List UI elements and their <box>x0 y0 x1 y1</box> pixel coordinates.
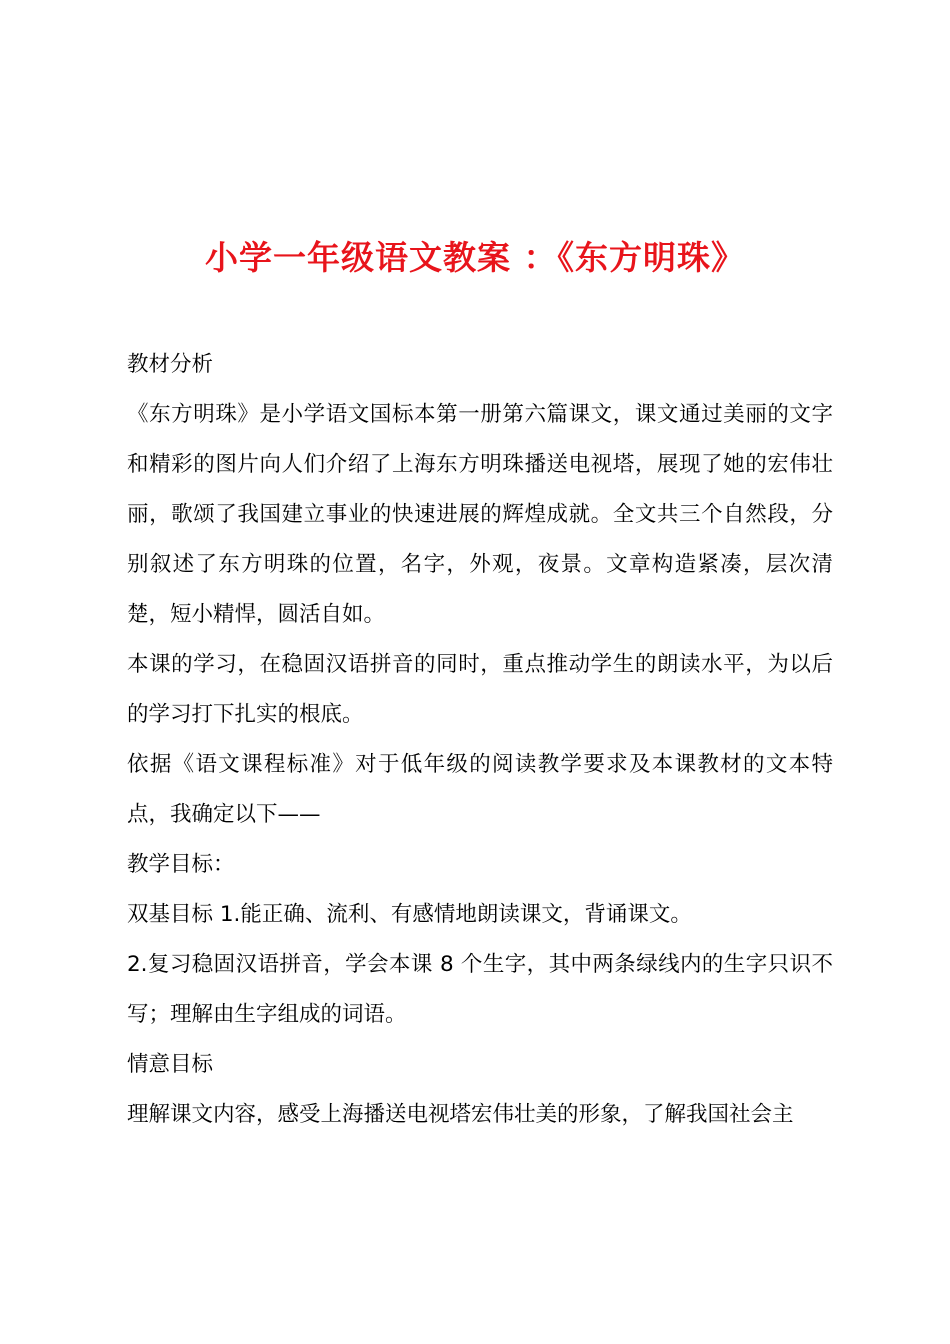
document-title: 小学一年级语文教案 ：《东方明珠》 <box>205 238 745 278</box>
paragraph-text-understanding: 理解课文内容，感受上海播送电视塔宏伟壮美的形象，了解我国社会主 <box>127 1102 794 1127</box>
paragraph-text-intro: 《东方明珠》是小学语文国标本第一册第六篇课文，课文通过美丽的文字和精彩的图片向人们介绍了上海东方明珠播送电视塔，展现了她的宏伟壮丽，歌颂了我国建立事业的快速进展的辉煌成就。全文共三个自然段，分别叙述了东方明珠的位置，名字，外观，夜景。文章构造紧凑，层次清楚，短小精悍，圆活自如。 <box>127 402 833 627</box>
paragraph-text-basis: 依据《语文课程标准》对于低年级的阅读教学要求及本课教材的文本特点，我确定以下—— <box>127 752 833 827</box>
document-body <box>127 340 833 1140</box>
section-heading-materials: 教材分析 <box>127 352 214 377</box>
goal-item-1: 双基目标 1.能正确、流利、有感情地朗读课文，背诵课文。 <box>127 902 692 927</box>
section-heading-goals: 教学目标： <box>127 852 235 877</box>
goal-item-2: 2.复习稳固汉语拼音，学会本课 8 个生字，其中两条绿线内的生字只识不写；理解由生字组成的词语。 <box>127 952 833 1027</box>
section-heading-emotional: 情意目标 <box>127 1052 214 1077</box>
paragraph-text-learning: 本课的学习，在稳固汉语拼音的同时，重点推动学生的朗读水平，为以后的学习打下扎实的根底。 <box>127 652 833 727</box>
